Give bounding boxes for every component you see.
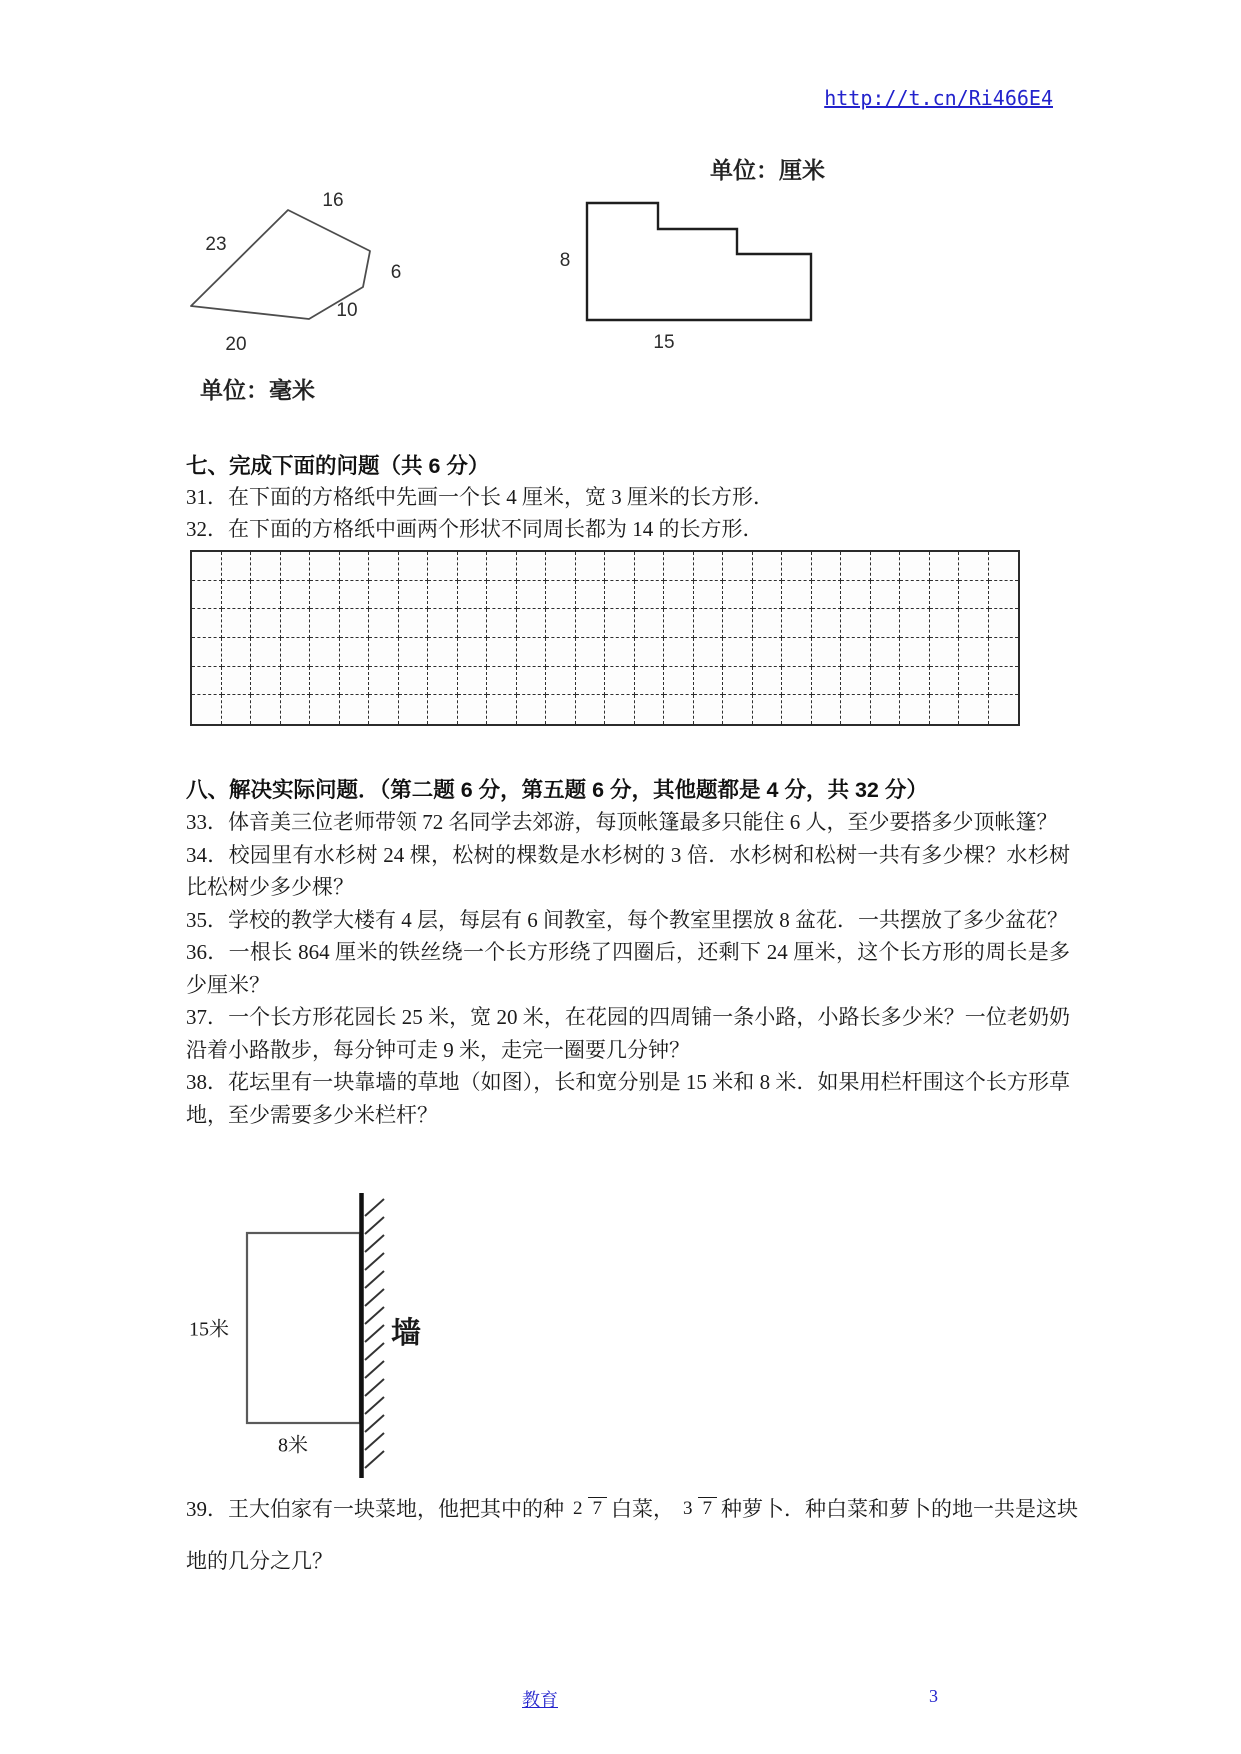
grid-cell	[369, 581, 399, 610]
grid-cell	[399, 609, 429, 638]
header-short-link[interactable]: http://t.cn/Ri466E4	[824, 86, 1053, 110]
fraction-numerator: 2	[573, 1497, 583, 1519]
pentagon-side-top-label: 16	[322, 190, 344, 211]
grid-cell	[664, 552, 694, 581]
grid-cell	[900, 581, 930, 610]
pentagon-figure	[150, 160, 430, 360]
grid-cell	[871, 695, 901, 724]
question-31: 31．在下面的方格纸中先画一个长 4 厘米，宽 3 厘米的长方形．	[186, 485, 774, 509]
grid-cell	[664, 638, 694, 667]
fraction-numerator: 3	[683, 1497, 693, 1519]
grid-cell	[871, 552, 901, 581]
pentagon-side-bottom-right-label: 10	[336, 300, 358, 321]
grid-cell	[399, 667, 429, 696]
question-34: 34．校园里有水杉树 24 棵，松树的棵数是水杉树的 3 倍．水杉树和松树一共有多少棵？水杉树比松树少多少棵？	[186, 842, 1070, 899]
grid-cell	[192, 581, 222, 610]
question-39	[186, 1483, 1078, 1587]
grid-cell	[487, 695, 517, 724]
grid-cell	[251, 609, 281, 638]
grid-cell	[399, 552, 429, 581]
grid-cell	[959, 581, 989, 610]
grid-cell	[930, 581, 960, 610]
grid-cell	[458, 638, 488, 667]
grid-cell	[900, 695, 930, 724]
grid-cell	[428, 581, 458, 610]
staircase-unit-label: 单位：厘米	[710, 157, 825, 183]
section8-heading: 八、解决实际问题．（第二题 6 分，第五题 6 分，其他题都是 4 分，共 32 分）	[186, 778, 928, 802]
grid-cell	[723, 581, 753, 610]
grid-cell	[399, 581, 429, 610]
grid-cell	[694, 609, 724, 638]
grid-cell	[458, 609, 488, 638]
grid-cell	[723, 552, 753, 581]
grid-cell	[546, 638, 576, 667]
pentagon-side-bottom-label: 20	[225, 334, 247, 355]
grid-cell	[369, 695, 399, 724]
grid-cell	[517, 581, 547, 610]
grid-cell	[605, 581, 635, 610]
section7-heading: 七、完成下面的问题（共 6 分）	[186, 454, 490, 478]
grid-cell	[930, 552, 960, 581]
grid-cell	[576, 638, 606, 667]
grid-cell	[664, 609, 694, 638]
grid-cell	[340, 609, 370, 638]
grid-cell	[989, 609, 1019, 638]
grid-cell	[635, 609, 665, 638]
grid-cell	[753, 552, 783, 581]
grid-cell	[959, 667, 989, 696]
grid-cell	[251, 695, 281, 724]
question-39-text-mid: 白菜，	[611, 1497, 674, 1521]
grid-cell	[812, 695, 842, 724]
grid-cell	[694, 638, 724, 667]
grid-cell	[635, 695, 665, 724]
grid-cell	[753, 609, 783, 638]
grid-cell	[546, 667, 576, 696]
section8-questions	[186, 806, 1070, 1131]
grid-cell	[664, 581, 694, 610]
grid-cell	[487, 581, 517, 610]
grid-cell	[546, 552, 576, 581]
grid-cell	[428, 552, 458, 581]
grid-cell	[959, 609, 989, 638]
grid-cell	[753, 695, 783, 724]
grid-cell	[310, 581, 340, 610]
grid-cell	[841, 552, 871, 581]
grid-cell	[222, 638, 252, 667]
grid-cell	[546, 581, 576, 610]
pentagon-side-left-label: 23	[205, 234, 227, 255]
grid-cell	[222, 609, 252, 638]
grid-cell	[310, 695, 340, 724]
grid-cell	[841, 695, 871, 724]
grid-cell	[812, 609, 842, 638]
grid-cell	[753, 581, 783, 610]
grid-cell	[635, 638, 665, 667]
grid-cell	[251, 638, 281, 667]
grid-cell	[753, 667, 783, 696]
grid-cell	[605, 609, 635, 638]
grid-cell	[192, 552, 222, 581]
grid-cell	[782, 695, 812, 724]
grid-cell	[487, 638, 517, 667]
grid-cell	[900, 552, 930, 581]
grid-cell	[989, 667, 1019, 696]
grid-cell	[251, 667, 281, 696]
grid-cell	[399, 638, 429, 667]
grid-cell	[930, 695, 960, 724]
grid-cell	[812, 552, 842, 581]
grid-cell	[605, 695, 635, 724]
grid-cell	[605, 667, 635, 696]
grid-cell	[959, 638, 989, 667]
grid-cell	[871, 638, 901, 667]
grid-cell	[369, 609, 399, 638]
grid-cell	[546, 695, 576, 724]
question-32: 32．在下面的方格纸中画两个形状不同周长都为 14 的长方形．	[186, 517, 764, 541]
staircase-figure	[520, 185, 840, 355]
grid-cell	[605, 638, 635, 667]
wall-width-label: 8米	[278, 1434, 308, 1457]
fraction-three-sevenths	[678, 1498, 717, 1519]
fraction-two-sevenths	[568, 1498, 607, 1519]
grid-cell	[723, 667, 753, 696]
grid-cell	[281, 552, 311, 581]
grid-cell	[812, 638, 842, 667]
question-35: 35．学校的教学大楼有 4 层，每层有 6 间教室，每个教室里摆放 8 盆花．一共摆放了多少盆花？	[186, 907, 1068, 932]
grid-cell	[723, 695, 753, 724]
grid-cell	[694, 552, 724, 581]
grid-cell	[989, 638, 1019, 667]
wall-label: 墙	[391, 1317, 421, 1350]
grid-cell	[635, 581, 665, 610]
grid-cell	[812, 581, 842, 610]
grid-cell	[723, 638, 753, 667]
grid-cell	[222, 581, 252, 610]
grid-cell	[310, 667, 340, 696]
grid-cell	[310, 552, 340, 581]
grid-cell	[694, 667, 724, 696]
grid-cell	[576, 695, 606, 724]
grid-cell	[930, 667, 960, 696]
grid-cell	[841, 667, 871, 696]
grid-cell	[487, 609, 517, 638]
grid-cell	[900, 638, 930, 667]
grid-cell	[871, 667, 901, 696]
grid-cell	[664, 695, 694, 724]
grid-cell	[989, 552, 1019, 581]
grid-cell	[281, 638, 311, 667]
grid-cell	[959, 552, 989, 581]
question-39-text-pre: 39．王大伯家有一块菜地，他把其中的种	[186, 1497, 564, 1521]
grid-cell	[635, 552, 665, 581]
wall-height-label: 15米	[189, 1318, 229, 1341]
grid-cell	[458, 667, 488, 696]
grid-cell	[576, 609, 606, 638]
page-number: 3	[929, 1686, 938, 1706]
grid-cell	[192, 638, 222, 667]
grid-cell	[251, 581, 281, 610]
footer-link[interactable]: 教育	[522, 1690, 558, 1710]
pentagon-side-right-label: 6	[390, 262, 402, 283]
grid-cell	[900, 609, 930, 638]
grid-cell	[428, 609, 458, 638]
grid-cell	[192, 609, 222, 638]
grid-cell	[812, 667, 842, 696]
grid-cell	[841, 638, 871, 667]
question-36: 36．一根长 864 厘米的铁丝绕一个长方形绕了四圈后，还剩下 24 厘米，这个长方形的周长是多少厘米？	[186, 940, 1070, 997]
question-37: 37．一个长方形花园长 25 米，宽 20 米，在花园的四周铺一条小路，小路长多少米？一位老奶奶沿着小路散步，每分钟可走 9 米，走完一圈要几分钟？	[186, 1005, 1070, 1062]
grid-cell	[251, 552, 281, 581]
grid-cell	[192, 667, 222, 696]
grid-cell	[458, 552, 488, 581]
grid-cell	[222, 552, 252, 581]
grid-cell	[310, 609, 340, 638]
grid-cell	[281, 609, 311, 638]
grid-cell	[694, 581, 724, 610]
grid-cell	[458, 581, 488, 610]
grid-cell	[517, 667, 547, 696]
grid-cell	[340, 581, 370, 610]
grid-cell	[546, 609, 576, 638]
question-38: 38．花坛里有一块靠墙的草地（如图），长和宽分别是 15 米和 8 米．如果用栏杆围这个长方形草地，至少需要多少米栏杆？	[186, 1070, 1070, 1127]
pentagon-shape	[150, 160, 430, 360]
grid-cell	[841, 609, 871, 638]
grid-cell	[340, 695, 370, 724]
grid-cell	[428, 695, 458, 724]
question-39-text-post: 种萝卜．种白菜和萝卜的地一共是这块地的几分之几？	[186, 1497, 1078, 1573]
grid-cell	[576, 581, 606, 610]
grid-cell	[989, 695, 1019, 724]
grid-cell	[989, 581, 1019, 610]
grid-cell	[723, 609, 753, 638]
grid-cell	[782, 552, 812, 581]
grid-cell	[930, 638, 960, 667]
pentagon-unit-label: 单位：毫米	[200, 377, 315, 403]
grid-cell	[281, 695, 311, 724]
grid-cell	[222, 667, 252, 696]
grid-cell	[576, 552, 606, 581]
grid-cell	[487, 552, 517, 581]
grid-cell	[871, 581, 901, 610]
question-33: 33．体音美三位老师带领 72 名同学去郊游，每顶帐篷最多只能住 6 人，至少要搭多少顶帐篷？	[186, 810, 1058, 834]
wall-diagram	[175, 1190, 455, 1490]
grid-cell	[340, 638, 370, 667]
grid-cell	[782, 638, 812, 667]
grid-cell	[930, 609, 960, 638]
grid-cell	[458, 695, 488, 724]
grid-cell	[605, 552, 635, 581]
grid-cell	[782, 581, 812, 610]
grid-cell	[222, 695, 252, 724]
grid-cell	[281, 667, 311, 696]
grid-cell	[399, 695, 429, 724]
grid-cell	[310, 638, 340, 667]
grid-cell	[487, 667, 517, 696]
fraction-denominator: 7	[698, 1497, 718, 1519]
grid-cell	[369, 552, 399, 581]
grid-cell	[782, 609, 812, 638]
grid-cell	[340, 667, 370, 696]
grid-cell	[959, 695, 989, 724]
grid-cell	[517, 638, 547, 667]
grid-cell	[900, 667, 930, 696]
grid-cell	[517, 552, 547, 581]
grid-cell	[281, 581, 311, 610]
grid-cell	[664, 667, 694, 696]
grid-cell	[369, 638, 399, 667]
grid-cell	[428, 667, 458, 696]
staircase-side-left-label: 8	[559, 250, 571, 271]
grid-paper	[190, 550, 1020, 726]
grid-cell	[340, 552, 370, 581]
grid-cell	[517, 695, 547, 724]
grid-cell	[871, 609, 901, 638]
grid-cell	[576, 667, 606, 696]
grid-cell	[753, 638, 783, 667]
grid-cell	[635, 667, 665, 696]
fraction-denominator: 7	[588, 1497, 608, 1519]
grid-cell	[782, 667, 812, 696]
grid-cell	[517, 609, 547, 638]
grid-cell	[428, 638, 458, 667]
grid-cell	[192, 695, 222, 724]
staircase-side-bottom-label: 15	[653, 332, 675, 353]
grid-cell	[369, 667, 399, 696]
grid-cell	[694, 695, 724, 724]
grid-cell	[841, 581, 871, 610]
